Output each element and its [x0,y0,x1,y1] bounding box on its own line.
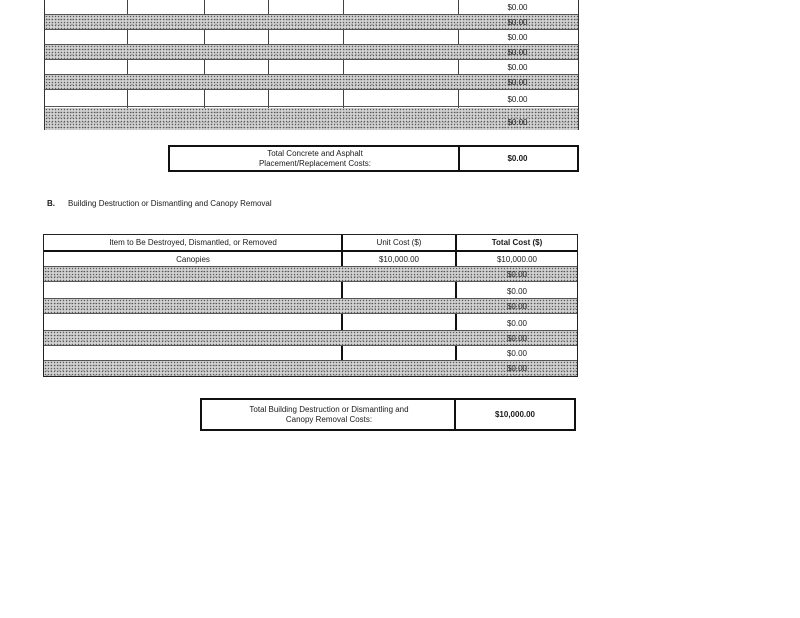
table-row [45,92,578,107]
row-total: $0.00 [506,287,528,296]
concrete-asphalt-total-box [168,145,579,172]
table-row [44,316,577,331]
total-value: $0.00 [507,154,528,163]
row-total: $0.00 [506,302,528,311]
table-row [44,284,577,299]
header-unit-cost: Unit Cost ($) [376,238,422,247]
total-label [170,147,460,170]
section-b-heading [47,199,272,209]
row-total: $0.00 [506,334,528,343]
table-row [44,361,577,376]
table-row [45,108,578,130]
table-row [44,346,577,361]
table-row [44,252,577,267]
table-row [44,267,577,282]
row-total: $10,000.00 [496,255,538,264]
section-title: Building Destruction or Dismantling and Canopy Removal [68,199,272,208]
row-total: $0.00 [507,95,528,104]
total-label-line1: Total Concrete and Asphalt [267,148,363,158]
row-total: $0.00 [507,33,528,42]
row-total: $0.00 [506,319,528,328]
table-header [44,235,577,252]
total-label-line2: Canopy Removal Costs: [285,414,373,424]
table-row [44,299,577,314]
row-unit-cost: $10,000.00 [378,255,420,264]
total-label-line2: Placement/Replacement Costs: [258,158,372,168]
row-total: $0.00 [506,349,528,358]
row-total: $0.00 [507,78,528,87]
row-total: $0.00 [507,48,528,57]
table-row [45,75,578,90]
row-item: Canopies [176,255,210,264]
destruction-table [43,234,578,377]
total-label [202,400,456,429]
header-total-cost: Total Cost ($) [491,238,543,247]
destruction-total-box [200,398,576,431]
row-total: $0.00 [506,364,528,373]
table-row [45,15,578,30]
concrete-asphalt-table [44,0,579,130]
row-total: $0.00 [507,18,528,27]
total-value: $10,000.00 [494,410,536,419]
table-row [45,30,578,45]
table-row [45,45,578,60]
table-row [45,0,578,15]
table-row [44,331,577,346]
row-total: $0.00 [507,3,528,12]
table-row [45,60,578,75]
section-letter: B. [47,199,55,208]
row-total: $0.00 [507,63,528,72]
total-label-line1: Total Building Destruction or Dismantling and [249,404,409,414]
row-total: $0.00 [507,118,528,127]
row-total: $0.00 [506,270,528,279]
header-item: Item to Be Destroyed, Dismantled, or Removed [109,238,277,247]
